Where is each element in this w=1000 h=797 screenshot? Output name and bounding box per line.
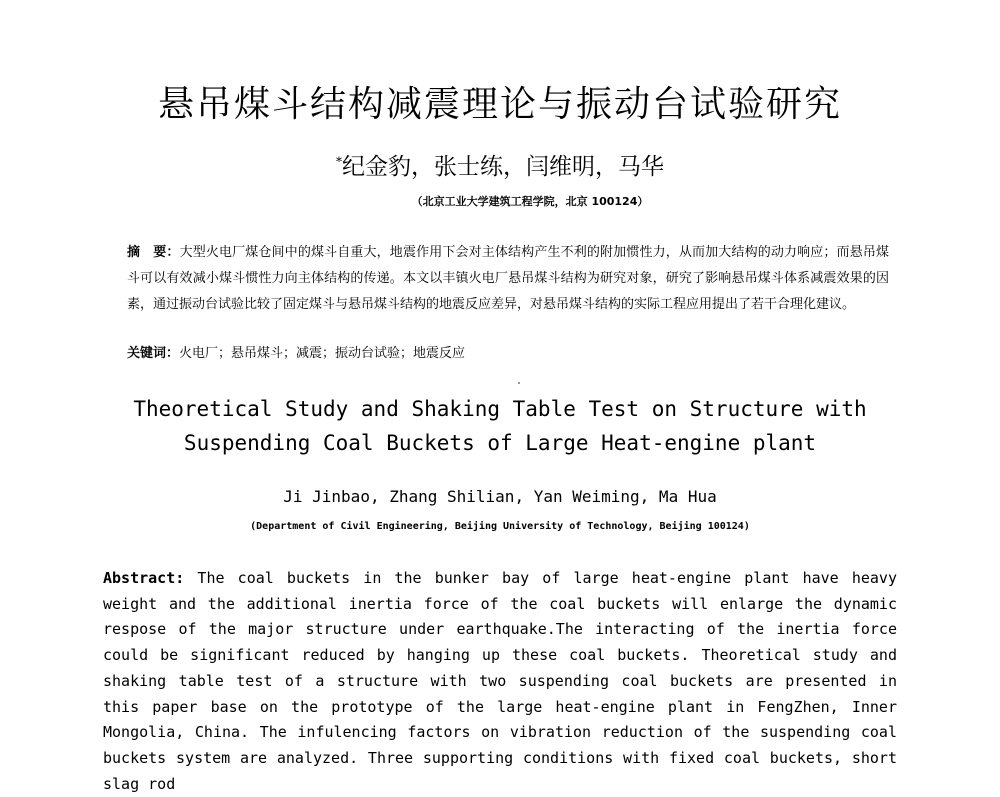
- english-authors: Ji Jinbao, Zhang Shilian, Yan Weiming, Ma Hua: [283, 487, 717, 506]
- chinese-keywords: [127, 344, 889, 364]
- chinese-abstract-label: 摘 要：: [127, 245, 180, 260]
- english-affiliation: (Department of Civil Engineering, Beijing University of Technology, Beijing 100124): [250, 521, 750, 532]
- chinese-keywords-label: 关键词：: [127, 346, 180, 361]
- english-abstract: [103, 566, 897, 797]
- chinese-abstract: [127, 240, 889, 318]
- english-title-line-2: Suspending Coal Buckets of Large Heat-engine plant: [183, 431, 817, 455]
- chinese-affiliation: （北京工业大学建筑工程学院，北京 100124）: [411, 195, 649, 208]
- english-abstract-text: The coal buckets in the bunker bay of large heat-engine plant have heavy weight and the additional inertia force of the coal buckets will enlarge the dynamic respose of the major structure under earthquake.The interacting of the inertia force could be significant reduced by hanging up these coal buckets. Theoretical study and shaking table test of a structure with two suspending coal buckets are presented in this paper base on the prototype of the large heat-engine plant in FengZhen, Inner Mongolia, China. The infulencing factors on vibration reduction of the suspending coal buckets system are analyzed. Three supporting conditions with fixed coal buckets, short slag rod: [103, 569, 897, 793]
- corresponding-author-mark: *: [336, 154, 342, 169]
- english-title: [0, 392, 1000, 460]
- chinese-abstract-text: 大型火电厂煤仓间中的煤斗自重大，地震作用下会对主体结构产生不利的附加惯性力，从而加大结构的动力响应；而悬吊煤斗可以有效减小煤斗惯性力向主体结构的传递。本文以丰镇火电厂悬吊煤斗结构为研究对象，研究了影响悬吊煤斗体系减震效果的因素，通过振动台试验比较了固定煤斗与悬吊煤斗结构的地震反应差异，对悬吊煤斗结构的实际工程应用提出了若干合理化建议。: [127, 245, 889, 312]
- chinese-authors: [0, 148, 1000, 181]
- scan-dot: [518, 382, 520, 384]
- chinese-author-list: 纪金豹，张士练，闫维明，马华: [342, 154, 664, 180]
- english-title-line-1: Theoretical Study and Shaking Table Test on Structure with: [133, 397, 867, 421]
- english-abstract-label: Abstract:: [103, 569, 185, 587]
- chinese-keywords-text: 火电厂；悬吊煤斗；减震；振动台试验；地震反应: [179, 346, 466, 361]
- chinese-title: 悬吊煤斗结构减震理论与振动台试验研究: [157, 84, 842, 125]
